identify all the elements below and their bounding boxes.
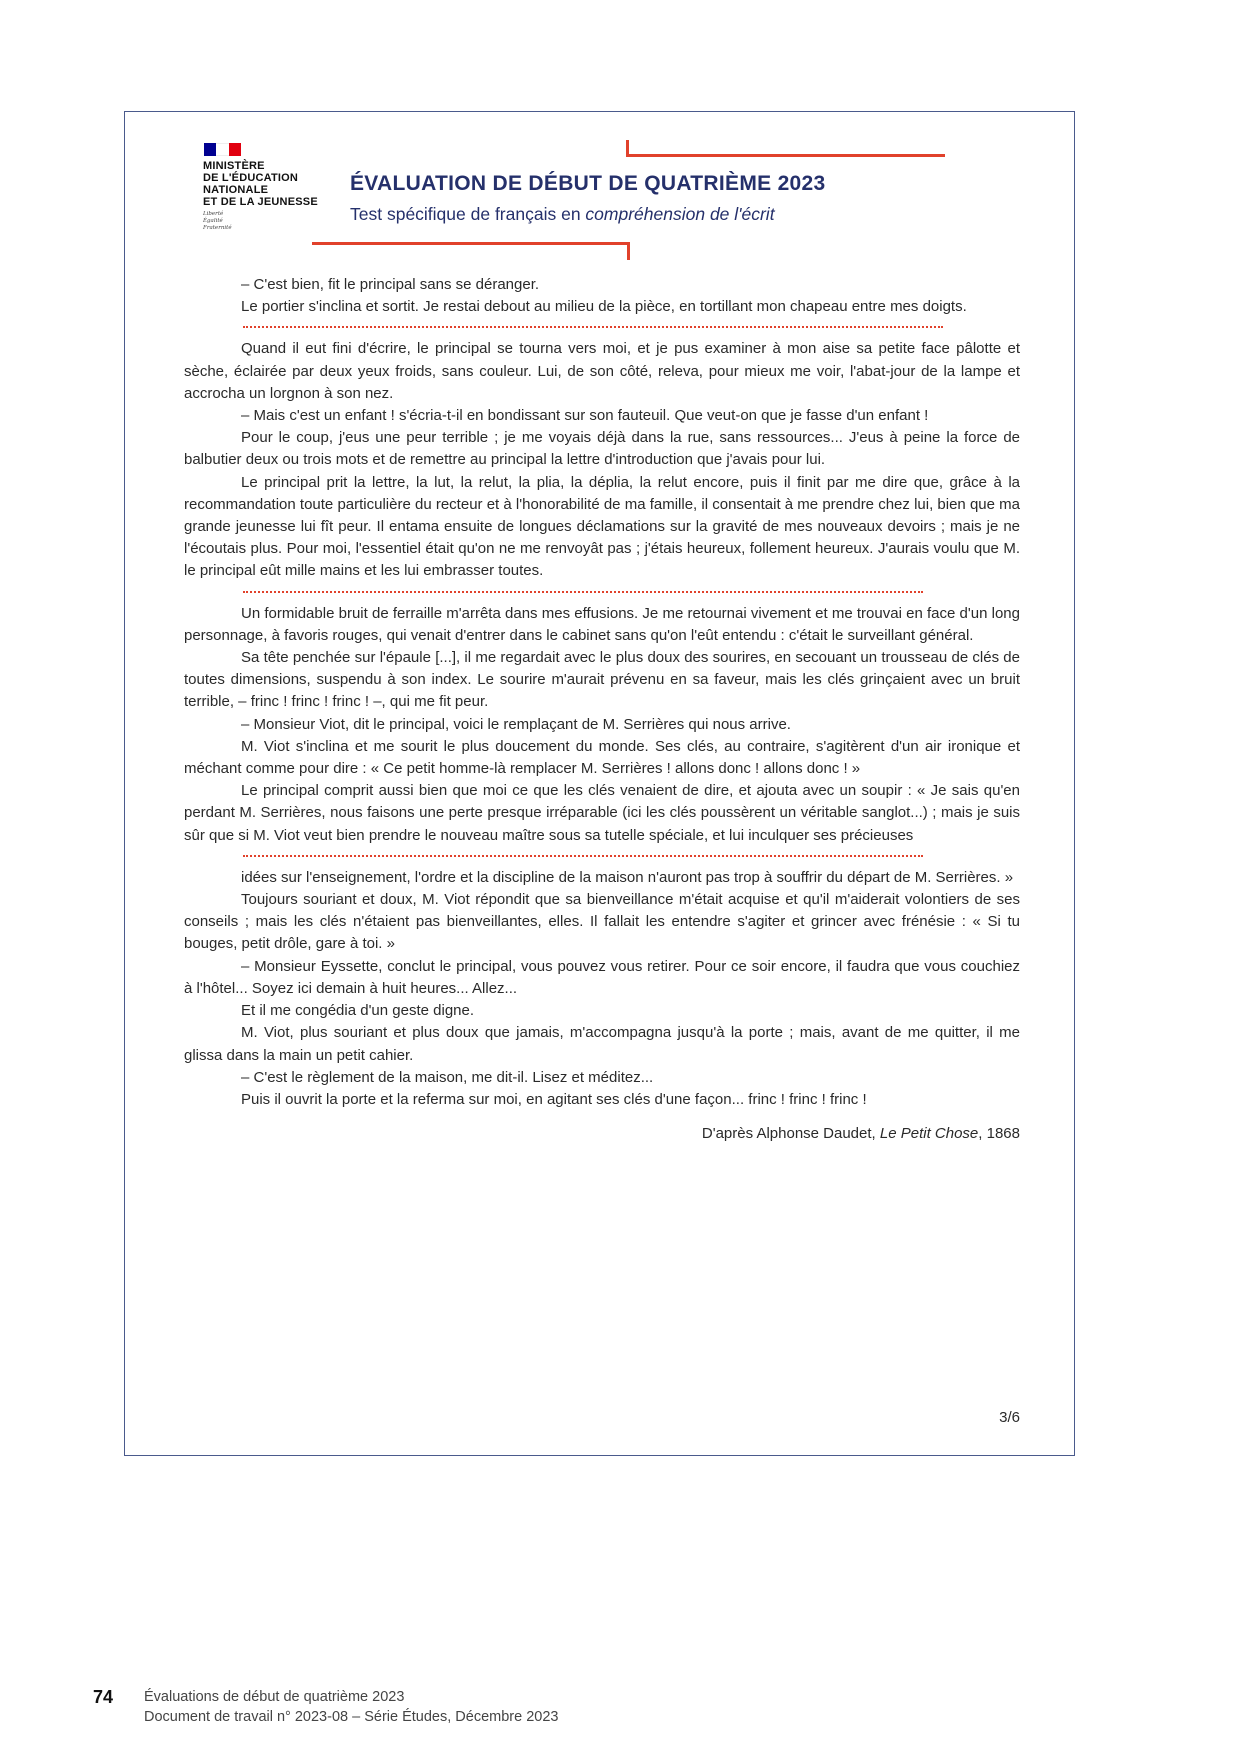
accent-line-top (626, 154, 945, 157)
paragraph: Et il me congédia d'un geste digne. (241, 1002, 475, 1020)
accent-line-top-tick (626, 140, 629, 157)
paragraph: Le principal comprit aussi bien que moi ce que les clés venaient de dire, et ajouta avec un soupir : « Je sais qu'en perdant M. Serrières, nous faisons une perte presque irréparable (ici les clés poussèrent un véritable sanglot...) ; mais je suis sûr que si M. Viot veut bien prendre le nouveau maître sous sa tutelle spéciale, et lui inculquer ses précieuses (184, 782, 1020, 844)
page-subtitle: Test spécifique de français en compréhension de l'écrit (350, 204, 775, 224)
paragraph: – Monsieur Eyssette, conclut le principal, vous pouvez vous retirer. Pour ce soir encore, il faudra que vous couchiez à l'hôtel... Soyez ici demain à huit heures... Allez... (184, 957, 1020, 997)
republic-motto: Liberté Égalité Fraternité (203, 211, 232, 231)
accent-line-bottom-tick (627, 242, 630, 260)
excerpt-text (184, 274, 1020, 1145)
page-title: ÉVALUATION DE DÉBUT DE QUATRIÈME 2023 (350, 172, 826, 195)
accent-line-bottom (312, 242, 630, 245)
page-number: 3/6 (999, 1409, 1020, 1426)
paragraph: Quand il eut fini d'écrire, le principal se tourna vers moi, et je pus examiner à mon aise sa petite face pâlotte et sèche, éclairée par deux yeux froids, sans couleur. Lui, de son côté, releva, pour mieux me voir, l'abat-jour de la lampe et accrocha un lorgnon à son nez. (184, 340, 1020, 402)
section-separator (243, 591, 923, 593)
paragraph: – C'est le règlement de la maison, me dit-il. Lisez et méditez... (241, 1068, 654, 1086)
french-flag-icon (204, 143, 241, 156)
paragraph: M. Viot s'inclina et me sourit le plus doucement du monde. Ses clés, au contraire, s'agitèrent d'un air ironique et méchant comme pour dire : « Ce petit homme-là remplacer M. Serrières ! allons donc ! allons donc ! » (184, 737, 1020, 778)
footer-text: Évaluations de début de quatrième 2023 Document de travail n° 2023-08 – Série Études, Décembre 2023 (144, 1689, 559, 1725)
paragraph: – C'est bien, fit le principal sans se déranger. (241, 276, 540, 293)
paragraph: Un formidable bruit de ferraille m'arrêta dans mes effusions. Je me retournai vivement et me trouvai en face d'un long personnage, à favoris rouges, qui venait d'entrer dans le cabinet sans qu'on l'eût entendu : c'était le surveillant général. (184, 604, 1020, 644)
paragraph: Toujours souriant et doux, M. Viot répondit que sa bienveillance m'était acquise et qu'il m'aiderait volontiers de ses conseils ; mais les clés n'étaient pas bienveillantes, elles. Il fallait les entendre s'agiter et grincer avec frénésie : « Si tu bouges, petit drôle, gare à toi. » (184, 891, 1020, 953)
paragraph: Le principal prit la lettre, la lut, la relut, la plia, la déplia, la relut encore, puis il finit par me dire que, grâce à la recommandation toute particulière du recteur et à l'honorabilité de ma famille, il consentait à me prendre chez lui, bien que ma grande jeunesse lui fît peur. Il entama ensuite de longues déclamations sur la gravité de mes nouveaux devoirs ; mais je ne l'écoutais plus. Pour moi, l'essentiel était qu'on ne me renvoyât pas ; j'étais heureux, follement heureux. J'aurais voulu que M. le principal eût mille mains et les lui embrasser toutes. (184, 473, 1020, 580)
ministry-name: MINISTÈRE DE L'ÉDUCATION NATIONALE ET DE LA JEUNESSE (203, 160, 318, 208)
section-separator (243, 855, 923, 857)
paragraph: Sa tête penchée sur l'épaule [...], il me regardait avec le plus doux des sourires, en secouant un trousseau de clés de toutes dimensions, suspendu à son index. Le sourire m'aurait prévenu en sa faveur, mais les clés grinçaient avec un bruit terrible, – frinc ! frinc ! frinc ! –, qui me fit peur. (184, 649, 1020, 711)
section-separator (243, 326, 943, 328)
paragraph: – Mais c'est un enfant ! s'écria-t-il en bondissant sur son fauteuil. Que veut-on que je fasse d'un enfant ! (241, 407, 929, 425)
paragraph: M. Viot, plus souriant et plus doux que jamais, m'accompagna jusqu'à la porte ; mais, avant de me quitter, il me glissa dans la main un petit cahier. (184, 1024, 1020, 1064)
source-citation: D'après Alphonse Daudet, Le Petit Chose, 1868 (701, 1125, 1020, 1143)
paragraph: Pour le coup, j'eus une peur terrible ; je me voyais déjà dans la rue, sans ressources... J'eus à peine la force de balbutier deux ou trois mots et de remettre au principal la lettre d'introduction que j'avais pour lui. (184, 429, 1020, 469)
footer-page-number: 74 (93, 1687, 114, 1707)
paragraph: idées sur l'enseignement, l'ordre et la discipline de la maison n'auront pas trop à souffrir du départ de M. Serrières. » (241, 868, 1014, 886)
paragraph: – Monsieur Viot, dit le principal, voici le remplaçant de M. Serrières qui nous arrive. (241, 715, 791, 733)
ministry-logo (203, 143, 333, 232)
paragraph: Le portier s'inclina et sortit. Je restai debout au milieu de la pièce, en tortillant mon chapeau entre mes doigts. (241, 298, 967, 316)
paragraph: Puis il ouvrit la porte et la referma sur moi, en agitant ses clés d'une façon... frinc ! frinc ! frinc ! (241, 1090, 867, 1108)
